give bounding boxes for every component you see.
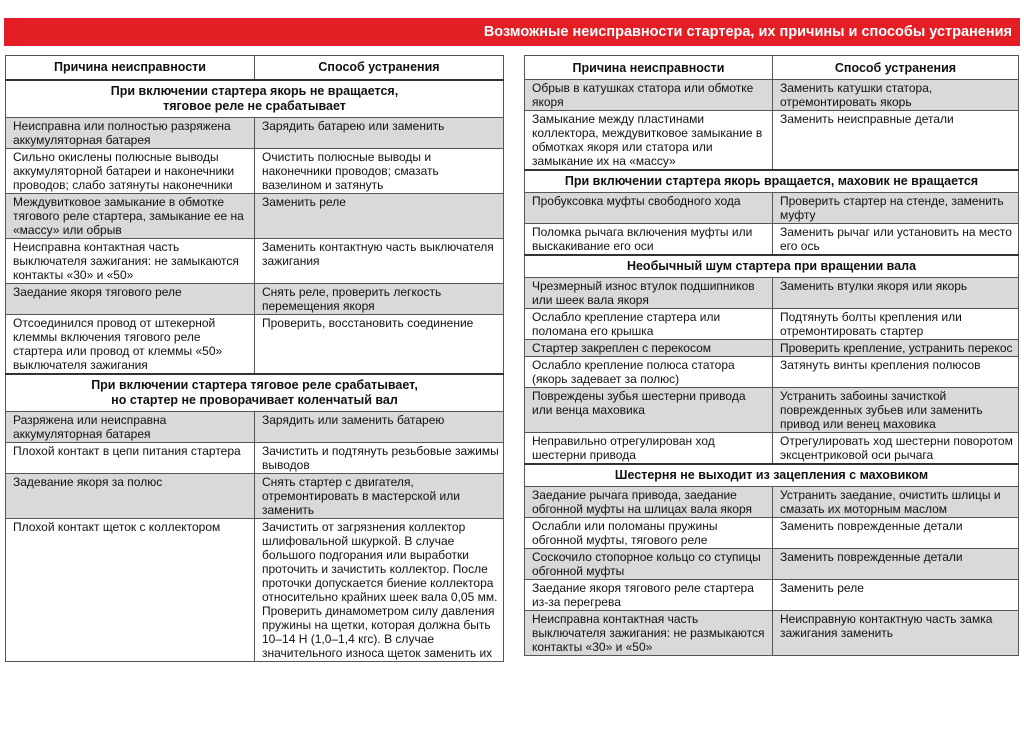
table-row <box>6 283 504 314</box>
section-heading: При включении стартера якорь не вращается, тяговое реле не срабатывает <box>6 80 504 118</box>
cause-cell: Обрыв в катушках статора или обмотке якоря <box>525 80 773 111</box>
table-row <box>525 309 1019 340</box>
left-table-body <box>6 80 504 662</box>
cause-cell: Заедание якоря тягового реле стартера из-за перегрева <box>525 580 773 611</box>
table-row <box>6 314 504 374</box>
cause-cell: Пробуксовка муфты свободного хода <box>525 193 773 224</box>
table-row <box>525 278 1019 309</box>
cause-cell: Междувитковое замыкание в обмотке тягового реле стартера, замыкание ее на «массу» или обрыв <box>6 193 255 238</box>
table-row <box>525 80 1019 111</box>
section-heading-row <box>6 374 504 412</box>
table-row <box>6 238 504 283</box>
section-heading-row <box>525 464 1019 487</box>
fix-cell: Зачистить и подтянуть резьбовые зажимы выводов <box>255 442 504 473</box>
cause-cell: Ослабли или поломаны пружины обгонной муфты, тягового реле <box>525 518 773 549</box>
cause-cell: Неисправна контактная часть выключателя зажигания: не размыкаются контакты «30» и «50» <box>525 611 773 656</box>
table-row <box>525 340 1019 357</box>
fix-cell: Проверить крепление, устранить перекос <box>773 340 1019 357</box>
cause-cell: Заедание якоря тягового реле <box>6 283 255 314</box>
cause-cell: Неисправна или полностью разряжена аккумуляторная батарея <box>6 117 255 148</box>
table-row <box>6 117 504 148</box>
fix-cell: Устранить заедание, очистить шлицы и смазать их моторным маслом <box>773 487 1019 518</box>
section-heading: При включении стартера якорь вращается, маховик не вращается <box>525 170 1019 193</box>
cause-cell: Сильно окислены полюсные выводы аккумуляторной батареи и наконечники проводов; слабо затянуты наконечники <box>6 148 255 193</box>
cause-cell: Чрезмерный износ втулок подшипников или шеек вала якоря <box>525 278 773 309</box>
cause-cell: Неправильно отрегулирован ход шестерни привода <box>525 433 773 465</box>
cause-cell: Отсоединился провод от штекерной клеммы включения тягового реле стартера или провод от клеммы «50» выключателя зажигания <box>6 314 255 374</box>
table-row <box>525 224 1019 256</box>
fix-cell: Очистить полюсные выводы и наконечники проводов; смазать вазелином и затянуть <box>255 148 504 193</box>
left-fault-table <box>5 55 504 662</box>
fix-cell: Зарядить батарею или заменить <box>255 117 504 148</box>
cause-cell: Плохой контакт щеток с коллектором <box>6 518 255 661</box>
cause-cell: Задевание якоря за полюс <box>6 473 255 518</box>
fix-cell: Заменить поврежденные детали <box>773 549 1019 580</box>
header-cause: Причина неисправности <box>525 56 773 80</box>
table-row <box>525 193 1019 224</box>
page-title-banner <box>4 18 1020 46</box>
cause-cell: Замыкание между пластинами коллектора, междувитковое замыкание в обмотках якоря или статора или замыкание их на «массу» <box>525 111 773 171</box>
right-fault-table <box>524 55 1019 656</box>
fix-cell: Устранить забоины зачисткой поврежденных зубьев или заменить привод или венец маховика <box>773 388 1019 433</box>
right-table-body <box>525 80 1019 656</box>
cause-cell: Плохой контакт в цепи питания стартера <box>6 442 255 473</box>
table-row <box>525 388 1019 433</box>
cause-cell: Неисправна контактная часть выключателя зажигания: не замыкаются контакты «30» и «50» <box>6 238 255 283</box>
fix-cell: Заменить втулки якоря или якорь <box>773 278 1019 309</box>
cause-cell: Заедание рычага привода, заедание обгонной муфты на шлицах вала якоря <box>525 487 773 518</box>
table-row <box>525 357 1019 388</box>
section-heading-row <box>525 255 1019 278</box>
section-heading: Необычный шум стартера при вращении вала <box>525 255 1019 278</box>
table-row <box>525 518 1019 549</box>
fix-cell: Зачистить от загрязнения коллектор шлифовальной шкуркой. В случае большого подгорания или выработки проточить и зачистить коллектор. После проточки допускается биение коллектора относительно крайних шеек вала 0,05 мм. Проверить динамометром силу давления пружины на щетки, которая должна быть 10–14 Н (1,0–1,4 кгс). В случае значительного износа щеток заменить их <box>255 518 504 661</box>
table-row <box>6 518 504 661</box>
fix-cell: Зарядить или заменить батарею <box>255 411 504 442</box>
fix-cell: Неисправную контактную часть замка зажигания заменить <box>773 611 1019 656</box>
table-row <box>525 549 1019 580</box>
fix-cell: Проверить, восстановить соединение <box>255 314 504 374</box>
fix-cell: Заменить контактную часть выключателя зажигания <box>255 238 504 283</box>
fix-cell: Заменить поврежденные детали <box>773 518 1019 549</box>
cause-cell: Повреждены зубья шестерни привода или венца маховика <box>525 388 773 433</box>
fix-cell: Снять реле, проверить легкость перемещения якоря <box>255 283 504 314</box>
table-row <box>6 148 504 193</box>
fix-cell: Подтянуть болты крепления или отремонтировать стартер <box>773 309 1019 340</box>
fix-cell: Затянуть винты крепления полюсов <box>773 357 1019 388</box>
cause-cell: Ослабло крепление полюса статора (якорь задевает за полюс) <box>525 357 773 388</box>
table-row <box>6 442 504 473</box>
table-row <box>6 193 504 238</box>
fix-cell: Отрегулировать ход шестерни поворотом эксцентриковой оси рычага <box>773 433 1019 465</box>
cause-cell: Поломка рычага включения муфты или выскакивание его оси <box>525 224 773 256</box>
table-row <box>525 111 1019 171</box>
table-row <box>6 411 504 442</box>
table-row <box>525 487 1019 518</box>
header-cause: Причина неисправности <box>6 56 255 80</box>
header-fix: Способ устранения <box>773 56 1019 80</box>
section-heading: При включении стартера тяговое реле срабатывает, но стартер не проворачивает коленчатый вал <box>6 374 504 412</box>
table-row <box>525 580 1019 611</box>
cause-cell: Ослабло крепление стартера или поломана его крышка <box>525 309 773 340</box>
cause-cell: Стартер закреплен с перекосом <box>525 340 773 357</box>
fix-cell: Проверить стартер на стенде, заменить муфту <box>773 193 1019 224</box>
section-heading-row <box>525 170 1019 193</box>
header-fix: Способ устранения <box>255 56 504 80</box>
cause-cell: Разряжена или неисправна аккумуляторная батарея <box>6 411 255 442</box>
table-row <box>525 433 1019 465</box>
fix-cell: Заменить реле <box>773 580 1019 611</box>
cause-cell: Соскочило стопорное кольцо со ступицы обгонной муфты <box>525 549 773 580</box>
fix-cell: Заменить катушки статора, отремонтировать якорь <box>773 80 1019 111</box>
fix-cell: Заменить рычаг или установить на место его ось <box>773 224 1019 256</box>
fix-cell: Снять стартер с двигателя, отремонтировать в мастерской или заменить <box>255 473 504 518</box>
section-heading: Шестерня не выходит из зацепления с маховиком <box>525 464 1019 487</box>
page-title: Возможные неисправности стартера, их причины и способы устранения <box>483 24 1012 40</box>
table-row <box>6 473 504 518</box>
section-heading-row <box>6 80 504 118</box>
fix-cell: Заменить реле <box>255 193 504 238</box>
fix-cell: Заменить неисправные детали <box>773 111 1019 171</box>
table-row <box>525 611 1019 656</box>
